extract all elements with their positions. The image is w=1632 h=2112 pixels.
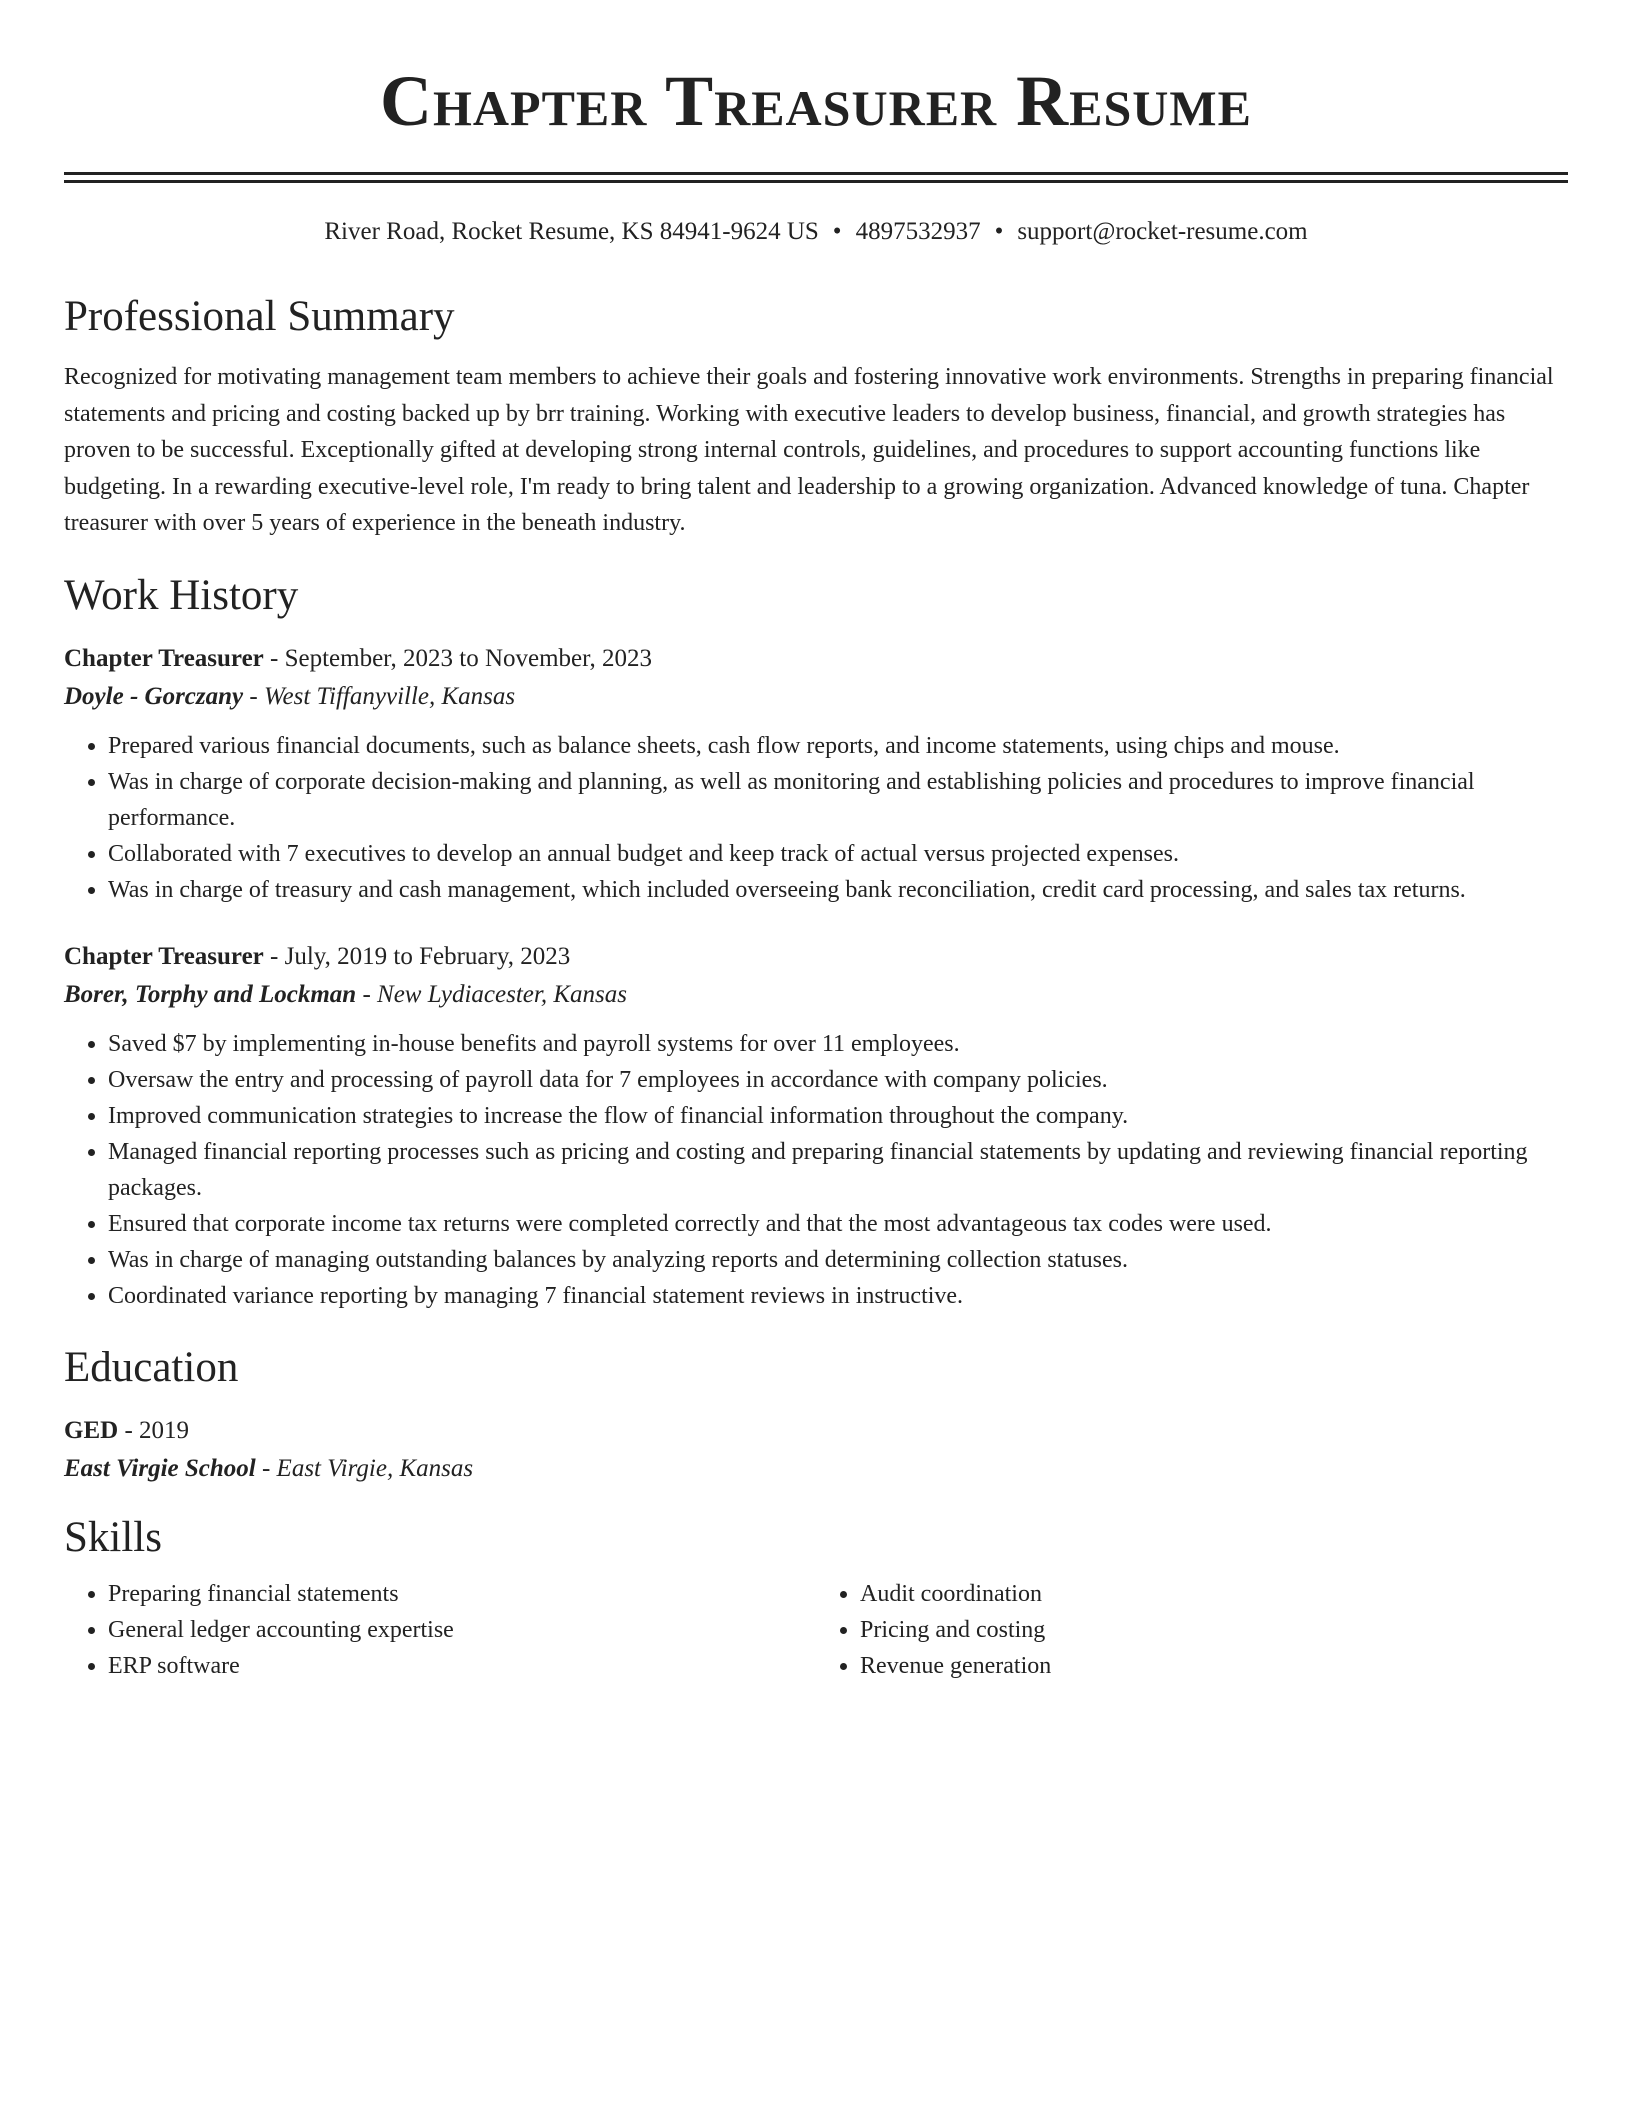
job-bullet: • Ensured that corporate income tax returns were completed correctly and that the most advantageous tax codes were used. <box>108 1206 1568 1242</box>
job-bullet: • Was in charge of managing outstanding balances by analyzing reports and determining collection statuses. <box>108 1242 1568 1278</box>
work-history-heading: Work History <box>64 571 299 619</box>
contact-address: River Road, Rocket Resume, KS 84941-9624 US <box>324 218 819 245</box>
job-bullet: • Improved communication strategies to increase the flow of financial information throughout the company. <box>108 1098 1568 1134</box>
job-location: New Lydiacester, Kansas <box>377 980 627 1008</box>
job-bullet: • Prepared various financial documents, such as balance sheets, cash flow reports, and income statements, using chips and mouse. <box>108 728 1568 764</box>
job-bullet: • Saved $7 by implementing in-house benefits and payroll systems for over 11 employees. <box>108 1026 1568 1062</box>
contact-phone: 4897532937 <box>855 218 981 245</box>
resume-title: Chapter Treasurer Resume <box>380 61 1252 141</box>
job-dates: September, 2023 to November, 2023 <box>284 644 652 672</box>
job-bullets <box>64 728 1568 908</box>
education-location: East Virgie, Kansas <box>276 1454 474 1482</box>
skills-column-right <box>816 1576 1568 1684</box>
education-degree: GED <box>64 1416 119 1444</box>
summary-section <box>64 289 1568 542</box>
skill-item: • ERP software <box>108 1648 816 1684</box>
contact-separator: • <box>832 218 842 245</box>
job-company: Borer, Torphy and Lockman <box>64 980 357 1008</box>
skill-item: • Revenue generation <box>860 1648 1568 1684</box>
job-title: Chapter Treasurer <box>64 942 264 970</box>
job-entry <box>64 938 1568 1314</box>
summary-heading: Professional Summary <box>64 293 455 340</box>
title-divider <box>64 172 1568 183</box>
job-bullets <box>64 1026 1568 1314</box>
job-bullet: • Coordinated variance reporting by managing 7 financial statement reviews in instructive. <box>108 1278 1568 1314</box>
education-heading: Education <box>64 1343 239 1391</box>
education-school: East Virgie School <box>64 1454 256 1482</box>
education-degree-line: GED - 2019 <box>64 1416 190 1444</box>
job-title-line: Chapter Treasurer - July, 2019 to February, 2023 <box>64 942 571 970</box>
education-year: 2019 <box>139 1416 190 1444</box>
contact-email: support@rocket-resume.com <box>1017 218 1308 245</box>
job-company-line: Doyle - Gorczany - West Tiffanyville, Kansas <box>64 682 516 710</box>
contact-separator: • <box>994 218 1004 245</box>
job-bullet: • Collaborated with 7 executives to develop an annual budget and keep track of actual versus projected expenses. <box>108 836 1568 872</box>
job-dates: July, 2019 to February, 2023 <box>284 942 571 970</box>
job-title-line: Chapter Treasurer - September, 2023 to November, 2023 <box>64 644 652 672</box>
job-bullet: • Oversaw the entry and processing of payroll data for 7 employees in accordance with company policies. <box>108 1062 1568 1098</box>
skills-grid <box>64 1576 1568 1684</box>
job-title: Chapter Treasurer <box>64 644 264 672</box>
skill-item: • Preparing financial statements <box>108 1576 816 1612</box>
skills-column-left <box>64 1576 816 1684</box>
job-bullet: • Managed financial reporting processes such as pricing and costing and preparing financial statements by updating and reviewing financial reporting packages. <box>108 1134 1568 1206</box>
job-location: West Tiffanyville, Kansas <box>263 682 516 710</box>
skill-item: • Audit coordination <box>860 1576 1568 1612</box>
education-section <box>64 1340 1568 1488</box>
job-company: Doyle - Gorczany <box>64 682 244 710</box>
job-bullet: • Was in charge of corporate decision-making and planning, as well as monitoring and establishing policies and procedures to improve financial performance. <box>108 764 1568 836</box>
education-school-line: East Virgie School - East Virgie, Kansas <box>64 1454 474 1482</box>
contact-line <box>64 215 1568 249</box>
work-history-section <box>64 568 1568 1314</box>
skill-item: • Pricing and costing <box>860 1612 1568 1648</box>
summary-text: Recognized for motivating management team members to achieve their goals and fostering innovative work environments. Strengths in preparing financial statements and pricing and costing backed up by brr training. Working with executive leaders to develop business, financial, and growth strategies has proven to be successful. Exceptionally gifted at developing strong internal controls, guidelines, and procedures to support accounting functions like budgeting. In a rewarding executive-level role, I'm ready to bring talent and leadership to a growing organization. Advanced knowledge of tuna. Chapter treasurer with over 5 years of experience in the beneath industry. <box>64 364 1554 536</box>
education-entry <box>64 1412 1568 1488</box>
skills-heading: Skills <box>64 1513 162 1561</box>
job-company-line: Borer, Torphy and Lockman - New Lydiacester, Kansas <box>64 980 627 1008</box>
job-entry <box>64 640 1568 908</box>
skill-item: • General ledger accounting expertise <box>108 1612 816 1648</box>
job-bullet: • Was in charge of treasury and cash management, which included overseeing bank reconciliation, credit card processing, and sales tax returns. <box>108 872 1568 908</box>
skills-section <box>64 1510 1568 1684</box>
